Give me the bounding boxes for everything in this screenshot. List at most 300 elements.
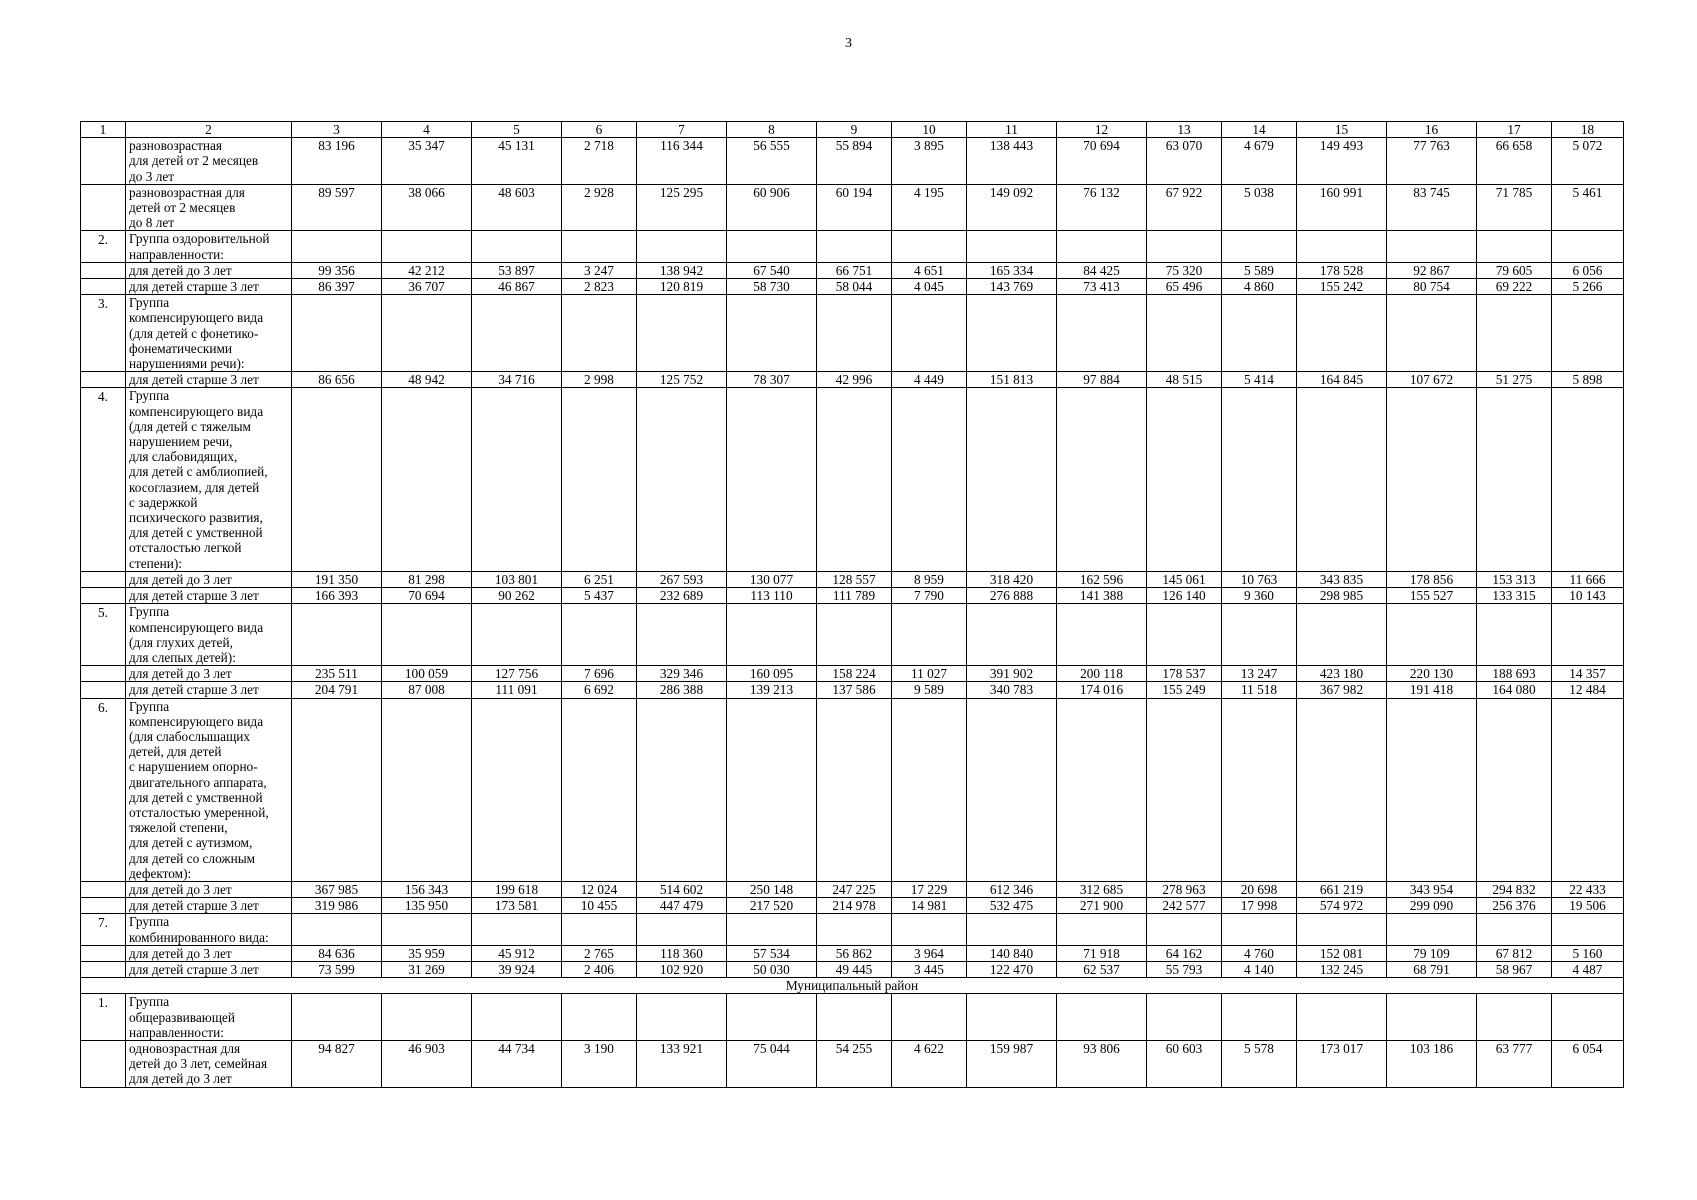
value-cell: 46 903	[382, 1040, 472, 1087]
value-cell	[562, 231, 637, 262]
row-number-cell	[81, 571, 126, 587]
value-cell	[892, 994, 967, 1041]
value-cell: 162 596	[1057, 571, 1147, 587]
value-cell	[472, 994, 562, 1041]
group-name-cell: для детей старше 3 лет	[126, 372, 292, 388]
group-name-cell: Группа общеразвивающей направленности:	[126, 994, 292, 1041]
value-cell: 12 024	[562, 881, 637, 897]
value-cell: 5 898	[1552, 372, 1624, 388]
value-cell	[1387, 388, 1477, 571]
row-number-cell	[81, 588, 126, 604]
value-cell: 67 540	[727, 262, 817, 278]
table-row	[81, 914, 1624, 945]
value-cell: 79 605	[1477, 262, 1552, 278]
value-cell: 6 054	[1552, 1040, 1624, 1087]
value-cell: 7 696	[562, 666, 637, 682]
value-cell: 329 346	[637, 666, 727, 682]
value-cell: 138 443	[967, 138, 1057, 185]
table-row	[81, 372, 1624, 388]
value-cell	[892, 388, 967, 571]
value-cell	[1477, 698, 1552, 881]
group-name-cell: для детей до 3 лет	[126, 945, 292, 961]
value-cell: 151 813	[967, 372, 1057, 388]
group-name-cell: Группа оздоровительной направленности:	[126, 231, 292, 262]
value-cell: 4 860	[1222, 279, 1297, 295]
value-cell: 178 537	[1147, 666, 1222, 682]
value-cell	[727, 604, 817, 666]
value-cell	[1057, 231, 1147, 262]
value-cell: 160 095	[727, 666, 817, 682]
table-row	[81, 666, 1624, 682]
page-number: 3	[845, 36, 852, 51]
value-cell	[472, 604, 562, 666]
value-cell: 45 131	[472, 138, 562, 185]
value-cell: 5 072	[1552, 138, 1624, 185]
value-cell	[1147, 994, 1222, 1041]
value-cell	[1222, 604, 1297, 666]
value-cell: 10 455	[562, 898, 637, 914]
value-cell: 235 511	[292, 666, 382, 682]
table-row	[81, 138, 1624, 185]
value-cell: 276 888	[967, 588, 1057, 604]
value-cell	[1222, 295, 1297, 372]
value-cell: 60 906	[727, 184, 817, 231]
value-cell: 2 765	[562, 945, 637, 961]
value-cell: 102 920	[637, 961, 727, 977]
value-cell: 76 132	[1057, 184, 1147, 231]
value-cell: 19 506	[1552, 898, 1624, 914]
value-cell: 13 247	[1222, 666, 1297, 682]
value-cell	[292, 994, 382, 1041]
group-name-cell: Группа компенсирующего вида (для слабослышащих детей, для детей с нарушением опорно- двигательного аппарата, для детей с умственной отсталостью умеренной, тяжелой степени, для детей с аутизмом, для детей со сложным дефектом):	[126, 698, 292, 881]
value-cell: 138 942	[637, 262, 727, 278]
value-cell: 532 475	[967, 898, 1057, 914]
value-cell: 367 982	[1297, 682, 1387, 698]
value-cell: 164 845	[1297, 372, 1387, 388]
value-cell	[1147, 604, 1222, 666]
value-cell: 4 760	[1222, 945, 1297, 961]
value-cell: 143 769	[967, 279, 1057, 295]
column-number-cell: 14	[1222, 122, 1297, 138]
value-cell: 204 791	[292, 682, 382, 698]
value-cell	[562, 914, 637, 945]
value-cell: 125 295	[637, 184, 727, 231]
column-number-cell: 13	[1147, 122, 1222, 138]
value-cell: 4 045	[892, 279, 967, 295]
value-cell	[1057, 295, 1147, 372]
value-cell	[1297, 698, 1387, 881]
value-cell: 58 730	[727, 279, 817, 295]
value-cell	[292, 698, 382, 881]
value-cell: 35 959	[382, 945, 472, 961]
value-cell	[1147, 295, 1222, 372]
value-cell: 81 298	[382, 571, 472, 587]
value-cell: 54 255	[817, 1040, 892, 1087]
group-name-cell: для детей до 3 лет	[126, 571, 292, 587]
value-cell: 133 921	[637, 1040, 727, 1087]
group-name-cell: Группа компенсирующего вида (для детей с тяжелым нарушением речи, для слабовидящих, для детей с амблиопией, косоглазием, для детей с задержкой психического развития, для детей с умственной отсталостью легкой степени):	[126, 388, 292, 571]
value-cell: 11 518	[1222, 682, 1297, 698]
value-cell: 14 981	[892, 898, 967, 914]
value-cell: 11 027	[892, 666, 967, 682]
column-number-cell: 18	[1552, 122, 1624, 138]
value-cell	[1552, 231, 1624, 262]
value-cell: 44 734	[472, 1040, 562, 1087]
value-cell: 97 884	[1057, 372, 1147, 388]
value-cell: 42 996	[817, 372, 892, 388]
value-cell: 4 651	[892, 262, 967, 278]
value-cell: 66 658	[1477, 138, 1552, 185]
value-cell	[1297, 388, 1387, 571]
value-cell: 319 986	[292, 898, 382, 914]
value-cell: 3 895	[892, 138, 967, 185]
value-cell	[562, 698, 637, 881]
column-number-cell: 8	[727, 122, 817, 138]
value-cell: 574 972	[1297, 898, 1387, 914]
group-name-cell: Группа комбинированного вида:	[126, 914, 292, 945]
value-cell: 116 344	[637, 138, 727, 185]
value-cell	[967, 914, 1057, 945]
column-number-cell: 11	[967, 122, 1057, 138]
value-cell	[637, 994, 727, 1041]
value-cell: 149 092	[967, 184, 1057, 231]
value-cell	[817, 231, 892, 262]
value-cell	[637, 388, 727, 571]
value-cell: 56 555	[727, 138, 817, 185]
row-number-cell: 7.	[81, 914, 126, 945]
value-cell: 298 985	[1297, 588, 1387, 604]
group-name-cell: для детей до 3 лет	[126, 262, 292, 278]
value-cell	[817, 604, 892, 666]
group-name-cell: разновозрастная для детей от 2 месяцев до 8 лет	[126, 184, 292, 231]
value-cell	[637, 698, 727, 881]
column-number-cell: 4	[382, 122, 472, 138]
value-cell: 70 694	[1057, 138, 1147, 185]
value-cell: 107 672	[1387, 372, 1477, 388]
value-cell	[727, 231, 817, 262]
tariff-table	[80, 121, 1624, 1088]
value-cell	[1552, 388, 1624, 571]
value-cell: 56 862	[817, 945, 892, 961]
value-cell	[562, 295, 637, 372]
value-cell: 83 745	[1387, 184, 1477, 231]
value-cell: 86 656	[292, 372, 382, 388]
value-cell: 155 249	[1147, 682, 1222, 698]
value-cell	[892, 698, 967, 881]
value-cell: 343 954	[1387, 881, 1477, 897]
value-cell: 73 599	[292, 961, 382, 977]
value-cell: 130 077	[727, 571, 817, 587]
value-cell: 343 835	[1297, 571, 1387, 587]
value-cell: 267 593	[637, 571, 727, 587]
value-cell: 217 520	[727, 898, 817, 914]
value-cell: 118 360	[637, 945, 727, 961]
row-number-cell	[81, 666, 126, 682]
table-row	[81, 184, 1624, 231]
value-cell: 20 698	[1222, 881, 1297, 897]
value-cell: 128 557	[817, 571, 892, 587]
value-cell: 5 160	[1552, 945, 1624, 961]
value-cell: 139 213	[727, 682, 817, 698]
value-cell: 17 998	[1222, 898, 1297, 914]
value-cell: 84 636	[292, 945, 382, 961]
value-cell	[727, 295, 817, 372]
value-cell: 5 266	[1552, 279, 1624, 295]
value-cell	[727, 994, 817, 1041]
value-cell	[472, 698, 562, 881]
row-number-cell: 5.	[81, 604, 126, 666]
table-row	[81, 231, 1624, 262]
table-row	[81, 881, 1624, 897]
value-cell: 60 603	[1147, 1040, 1222, 1087]
value-cell	[1477, 231, 1552, 262]
value-cell: 250 148	[727, 881, 817, 897]
column-number-cell: 16	[1387, 122, 1477, 138]
value-cell: 612 346	[967, 881, 1057, 897]
value-cell	[382, 231, 472, 262]
column-number-cell: 5	[472, 122, 562, 138]
row-number-cell	[81, 682, 126, 698]
value-cell	[1297, 994, 1387, 1041]
value-cell: 55 793	[1147, 961, 1222, 977]
value-cell: 166 393	[292, 588, 382, 604]
table-row	[81, 945, 1624, 961]
value-cell: 214 978	[817, 898, 892, 914]
value-cell	[1552, 698, 1624, 881]
value-cell: 137 586	[817, 682, 892, 698]
value-cell: 49 445	[817, 961, 892, 977]
value-cell	[1222, 231, 1297, 262]
value-cell: 159 987	[967, 1040, 1057, 1087]
value-cell: 2 928	[562, 184, 637, 231]
value-cell: 75 320	[1147, 262, 1222, 278]
value-cell: 158 224	[817, 666, 892, 682]
value-cell: 84 425	[1057, 262, 1147, 278]
column-number-cell: 10	[892, 122, 967, 138]
value-cell: 5 038	[1222, 184, 1297, 231]
value-cell: 10 143	[1552, 588, 1624, 604]
group-name-cell: Группа компенсирующего вида (для детей с фонетико- фонематическими нарушениями речи):	[126, 295, 292, 372]
value-cell: 2 406	[562, 961, 637, 977]
row-number-cell: 4.	[81, 388, 126, 571]
value-cell	[472, 388, 562, 571]
value-cell: 140 840	[967, 945, 1057, 961]
value-cell: 152 081	[1297, 945, 1387, 961]
value-cell: 232 689	[637, 588, 727, 604]
value-cell: 86 397	[292, 279, 382, 295]
column-number-cell: 15	[1297, 122, 1387, 138]
value-cell	[817, 698, 892, 881]
value-cell: 6 056	[1552, 262, 1624, 278]
value-cell: 299 090	[1387, 898, 1477, 914]
table-row	[81, 994, 1624, 1041]
group-name-cell: одновозрастная для детей до 3 лет, семейная для детей до 3 лет	[126, 1040, 292, 1087]
value-cell: 69 222	[1477, 279, 1552, 295]
value-cell	[727, 698, 817, 881]
column-number-cell: 12	[1057, 122, 1147, 138]
value-cell: 164 080	[1477, 682, 1552, 698]
value-cell	[817, 994, 892, 1041]
group-name-cell: Группа компенсирующего вида (для глухих детей, для слепых детей):	[126, 604, 292, 666]
value-cell	[1297, 914, 1387, 945]
value-cell: 31 269	[382, 961, 472, 977]
row-number-cell	[81, 262, 126, 278]
value-cell	[1387, 295, 1477, 372]
table-row	[81, 262, 1624, 278]
value-cell: 178 528	[1297, 262, 1387, 278]
table-row	[81, 295, 1624, 372]
value-cell	[817, 295, 892, 372]
value-cell: 11 666	[1552, 571, 1624, 587]
value-cell	[382, 698, 472, 881]
value-cell: 3 964	[892, 945, 967, 961]
column-number-cell: 3	[292, 122, 382, 138]
value-cell: 75 044	[727, 1040, 817, 1087]
value-cell: 42 212	[382, 262, 472, 278]
group-name-cell: для детей старше 3 лет	[126, 961, 292, 977]
value-cell	[1477, 914, 1552, 945]
value-cell: 77 763	[1387, 138, 1477, 185]
table-row	[81, 698, 1624, 881]
value-cell: 447 479	[637, 898, 727, 914]
row-number-cell	[81, 945, 126, 961]
row-number-cell: 6.	[81, 698, 126, 881]
group-name-cell: для детей старше 3 лет	[126, 588, 292, 604]
value-cell	[967, 604, 1057, 666]
value-cell: 63 777	[1477, 1040, 1552, 1087]
value-cell: 5 578	[1222, 1040, 1297, 1087]
column-number-cell: 6	[562, 122, 637, 138]
value-cell: 58 044	[817, 279, 892, 295]
value-cell: 7 790	[892, 588, 967, 604]
group-name-cell: для детей до 3 лет	[126, 666, 292, 682]
value-cell: 8 959	[892, 571, 967, 587]
value-cell	[1222, 388, 1297, 571]
value-cell: 286 388	[637, 682, 727, 698]
value-cell: 220 130	[1387, 666, 1477, 682]
value-cell: 71 918	[1057, 945, 1147, 961]
value-cell	[1552, 914, 1624, 945]
value-cell: 173 017	[1297, 1040, 1387, 1087]
row-number-cell	[81, 279, 126, 295]
column-number-row	[81, 122, 1624, 138]
value-cell: 4 140	[1222, 961, 1297, 977]
section-row	[81, 978, 1624, 994]
value-cell: 93 806	[1057, 1040, 1147, 1087]
value-cell	[967, 231, 1057, 262]
value-cell: 318 420	[967, 571, 1057, 587]
value-cell	[1222, 994, 1297, 1041]
value-cell: 4 449	[892, 372, 967, 388]
value-cell	[472, 914, 562, 945]
value-cell: 6 251	[562, 571, 637, 587]
value-cell	[382, 914, 472, 945]
value-cell	[1552, 994, 1624, 1041]
value-cell	[382, 388, 472, 571]
value-cell: 63 070	[1147, 138, 1222, 185]
value-cell	[1147, 914, 1222, 945]
value-cell	[382, 604, 472, 666]
table-row	[81, 571, 1624, 587]
value-cell: 125 752	[637, 372, 727, 388]
table-row	[81, 682, 1624, 698]
value-cell	[1057, 698, 1147, 881]
value-cell: 4 195	[892, 184, 967, 231]
value-cell: 6 692	[562, 682, 637, 698]
value-cell	[727, 388, 817, 571]
value-cell	[562, 388, 637, 571]
value-cell: 111 789	[817, 588, 892, 604]
value-cell	[967, 388, 1057, 571]
value-cell	[967, 295, 1057, 372]
section-title: Муниципальный район	[81, 978, 1624, 994]
column-number-cell: 2	[126, 122, 292, 138]
value-cell: 48 942	[382, 372, 472, 388]
value-cell: 22 433	[1552, 881, 1624, 897]
value-cell: 122 470	[967, 961, 1057, 977]
value-cell: 68 791	[1387, 961, 1477, 977]
value-cell: 58 967	[1477, 961, 1552, 977]
value-cell: 65 496	[1147, 279, 1222, 295]
value-cell	[292, 295, 382, 372]
value-cell: 367 985	[292, 881, 382, 897]
value-cell: 165 334	[967, 262, 1057, 278]
value-cell: 5 589	[1222, 262, 1297, 278]
value-cell: 199 618	[472, 881, 562, 897]
value-cell	[382, 295, 472, 372]
value-cell: 64 162	[1147, 945, 1222, 961]
value-cell: 10 763	[1222, 571, 1297, 587]
value-cell	[1222, 914, 1297, 945]
value-cell: 5 461	[1552, 184, 1624, 231]
value-cell: 155 242	[1297, 279, 1387, 295]
table-row	[81, 1040, 1624, 1087]
value-cell: 178 856	[1387, 571, 1477, 587]
value-cell: 160 991	[1297, 184, 1387, 231]
value-cell	[562, 994, 637, 1041]
value-cell: 4 679	[1222, 138, 1297, 185]
value-cell	[637, 295, 727, 372]
value-cell: 200 118	[1057, 666, 1147, 682]
value-cell: 94 827	[292, 1040, 382, 1087]
value-cell: 3 190	[562, 1040, 637, 1087]
value-cell	[892, 295, 967, 372]
table-row	[81, 279, 1624, 295]
value-cell	[1477, 604, 1552, 666]
value-cell: 127 756	[472, 666, 562, 682]
value-cell: 83 196	[292, 138, 382, 185]
value-cell: 17 229	[892, 881, 967, 897]
value-cell: 4 487	[1552, 961, 1624, 977]
value-cell: 78 307	[727, 372, 817, 388]
value-cell: 141 388	[1057, 588, 1147, 604]
value-cell	[472, 231, 562, 262]
value-cell	[1387, 914, 1477, 945]
value-cell	[1057, 388, 1147, 571]
value-cell: 100 059	[382, 666, 472, 682]
value-cell	[637, 231, 727, 262]
value-cell	[1222, 698, 1297, 881]
value-cell: 126 140	[1147, 588, 1222, 604]
row-number-cell	[81, 898, 126, 914]
value-cell: 92 867	[1387, 262, 1477, 278]
value-cell: 35 347	[382, 138, 472, 185]
row-number-cell	[81, 184, 126, 231]
value-cell: 2 823	[562, 279, 637, 295]
group-name-cell: для детей старше 3 лет	[126, 898, 292, 914]
value-cell: 48 515	[1147, 372, 1222, 388]
value-cell	[727, 914, 817, 945]
